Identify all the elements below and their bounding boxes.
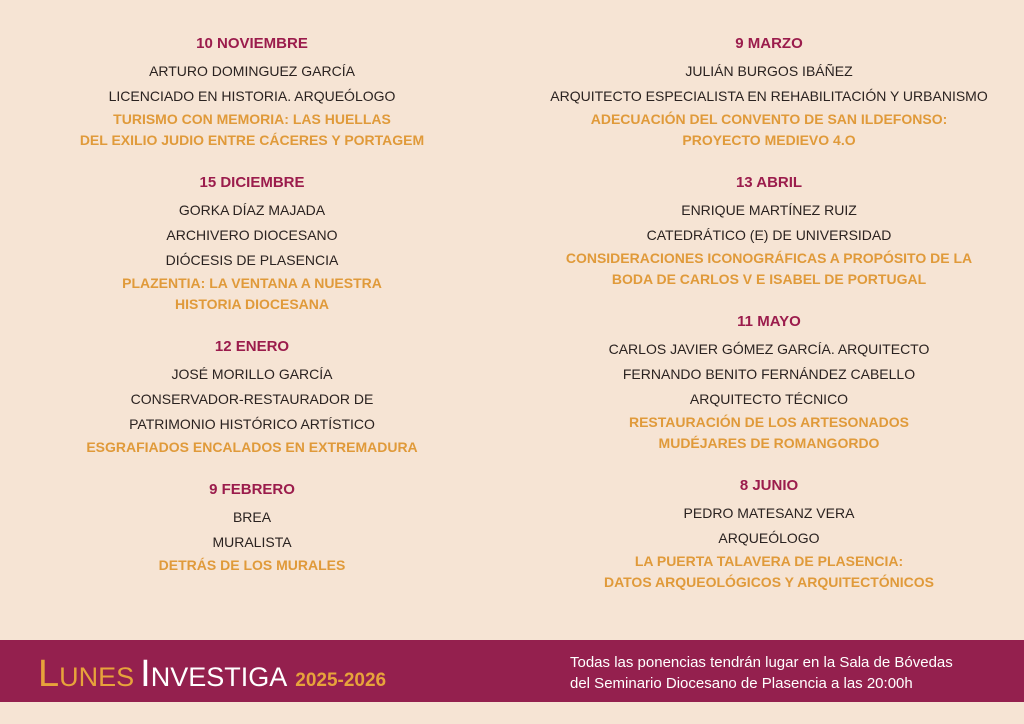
event-date: 15 DICIEMBRE bbox=[199, 174, 305, 191]
event-date: 13 ABRIL bbox=[735, 174, 803, 191]
speaker-line: DIÓCESIS DE PLASENCIA bbox=[165, 252, 339, 268]
speaker-line: FERNANDO BENITO FERNÁNDEZ CABELLO bbox=[622, 366, 916, 382]
event-date: 10 NOVIEMBRE bbox=[196, 35, 308, 52]
speaker-line: ARQUEÓLOGO bbox=[718, 530, 820, 546]
event-block bbox=[534, 312, 1004, 454]
event-block bbox=[534, 476, 1004, 593]
speaker-line: ENRIQUE MARTÍNEZ RUIZ bbox=[681, 202, 857, 218]
event-block bbox=[17, 34, 487, 151]
brand-word-lunes: Lunes bbox=[38, 653, 135, 695]
speaker-line: ARQUITECTO ESPECIALISTA EN REHABILITACIÓN Y URBANISMO bbox=[550, 88, 988, 104]
speaker-line: CATEDRÁTICO (E) DE UNIVERSIDAD bbox=[646, 227, 892, 243]
speaker-line: MURALISTA bbox=[212, 534, 292, 550]
venue-note-line: del Seminario Diocesano de Plasencia a las 20:00h bbox=[570, 675, 913, 692]
brand-logo bbox=[38, 654, 386, 701]
event-block bbox=[17, 337, 487, 458]
speaker-line: PATRIMONIO HISTÓRICO ARTÍSTICO bbox=[129, 416, 375, 432]
event-block bbox=[17, 173, 487, 315]
speaker-line: ARCHIVERO DIOCESANO bbox=[166, 227, 338, 243]
talk-title-line: HISTORIA DIOCESANA bbox=[174, 296, 329, 312]
right-column bbox=[534, 34, 1004, 615]
event-date: 9 MARZO bbox=[735, 35, 803, 52]
speaker-line: ARQUITECTO TÉCNICO bbox=[689, 391, 849, 407]
speaker-line: GORKA DÍAZ MAJADA bbox=[178, 202, 326, 218]
talk-title-line: DETRÁS DE LOS MURALES bbox=[158, 557, 346, 573]
speaker-line: BREA bbox=[232, 509, 272, 525]
talk-title-line: CONSIDERACIONES ICONOGRÁFICAS A PROPÓSITO DE LA bbox=[565, 250, 973, 266]
left-column bbox=[17, 34, 487, 598]
event-block bbox=[534, 34, 1004, 151]
talk-title-line: RESTAURACIÓN DE LOS ARTESONADOS bbox=[628, 414, 909, 430]
brand-word-investiga: Investiga bbox=[140, 653, 288, 695]
event-block bbox=[534, 173, 1004, 290]
talk-title-line: PLAZENTIA: LA VENTANA A NUESTRA bbox=[122, 275, 382, 291]
bottom-strip bbox=[0, 702, 1024, 724]
talk-title-line: ADECUACIÓN DEL CONVENTO DE SAN ILDEFONSO: bbox=[590, 111, 948, 127]
footer-band bbox=[0, 640, 1024, 702]
speaker-line: LICENCIADO EN HISTORIA. ARQUEÓLOGO bbox=[108, 88, 396, 104]
speaker-line: CARLOS JAVIER GÓMEZ GARCÍA. ARQUITECTO bbox=[608, 341, 930, 357]
talk-title-line: ESGRAFIADOS ENCALADOS EN EXTREMADURA bbox=[86, 439, 418, 455]
talk-title-line: MUDÉJARES DE ROMANGORDO bbox=[658, 435, 880, 451]
talk-title-line: PROYECTO MEDIEVO 4.O bbox=[682, 132, 856, 148]
venue-note bbox=[570, 652, 1010, 694]
venue-note-line: Todas las ponencias tendrán lugar en la Sala de Bóvedas bbox=[570, 654, 953, 671]
event-date: 11 MAYO bbox=[737, 313, 801, 330]
speaker-line: JULIÁN BURGOS IBÁÑEZ bbox=[685, 63, 853, 79]
talk-title-line: LA PUERTA TALAVERA DE PLASENCIA: bbox=[634, 553, 904, 569]
talk-title-line: DEL EXILIO JUDIO ENTRE CÁCERES Y PORTAGEM bbox=[79, 132, 425, 148]
speaker-line: JOSÉ MORILLO GARCÍA bbox=[171, 366, 333, 382]
talk-title-line: DATOS ARQUEOLÓGICOS Y ARQUITECTÓNICOS bbox=[603, 574, 935, 590]
talk-title-line: TURISMO CON MEMORIA: LAS HUELLAS bbox=[113, 111, 391, 127]
event-date: 12 ENERO bbox=[214, 338, 290, 355]
talk-title-line: BODA DE CARLOS V E ISABEL DE PORTUGAL bbox=[611, 271, 927, 287]
speaker-line: CONSERVADOR-RESTAURADOR DE bbox=[130, 391, 374, 407]
brand-year: 2025-2026 bbox=[295, 670, 387, 691]
speaker-line: ARTURO DOMINGUEZ GARCÍA bbox=[149, 63, 355, 79]
speaker-line: PEDRO MATESANZ VERA bbox=[683, 505, 855, 521]
event-date: 8 JUNIO bbox=[739, 477, 799, 494]
event-date: 9 FEBRERO bbox=[209, 481, 295, 498]
event-block bbox=[17, 480, 487, 576]
